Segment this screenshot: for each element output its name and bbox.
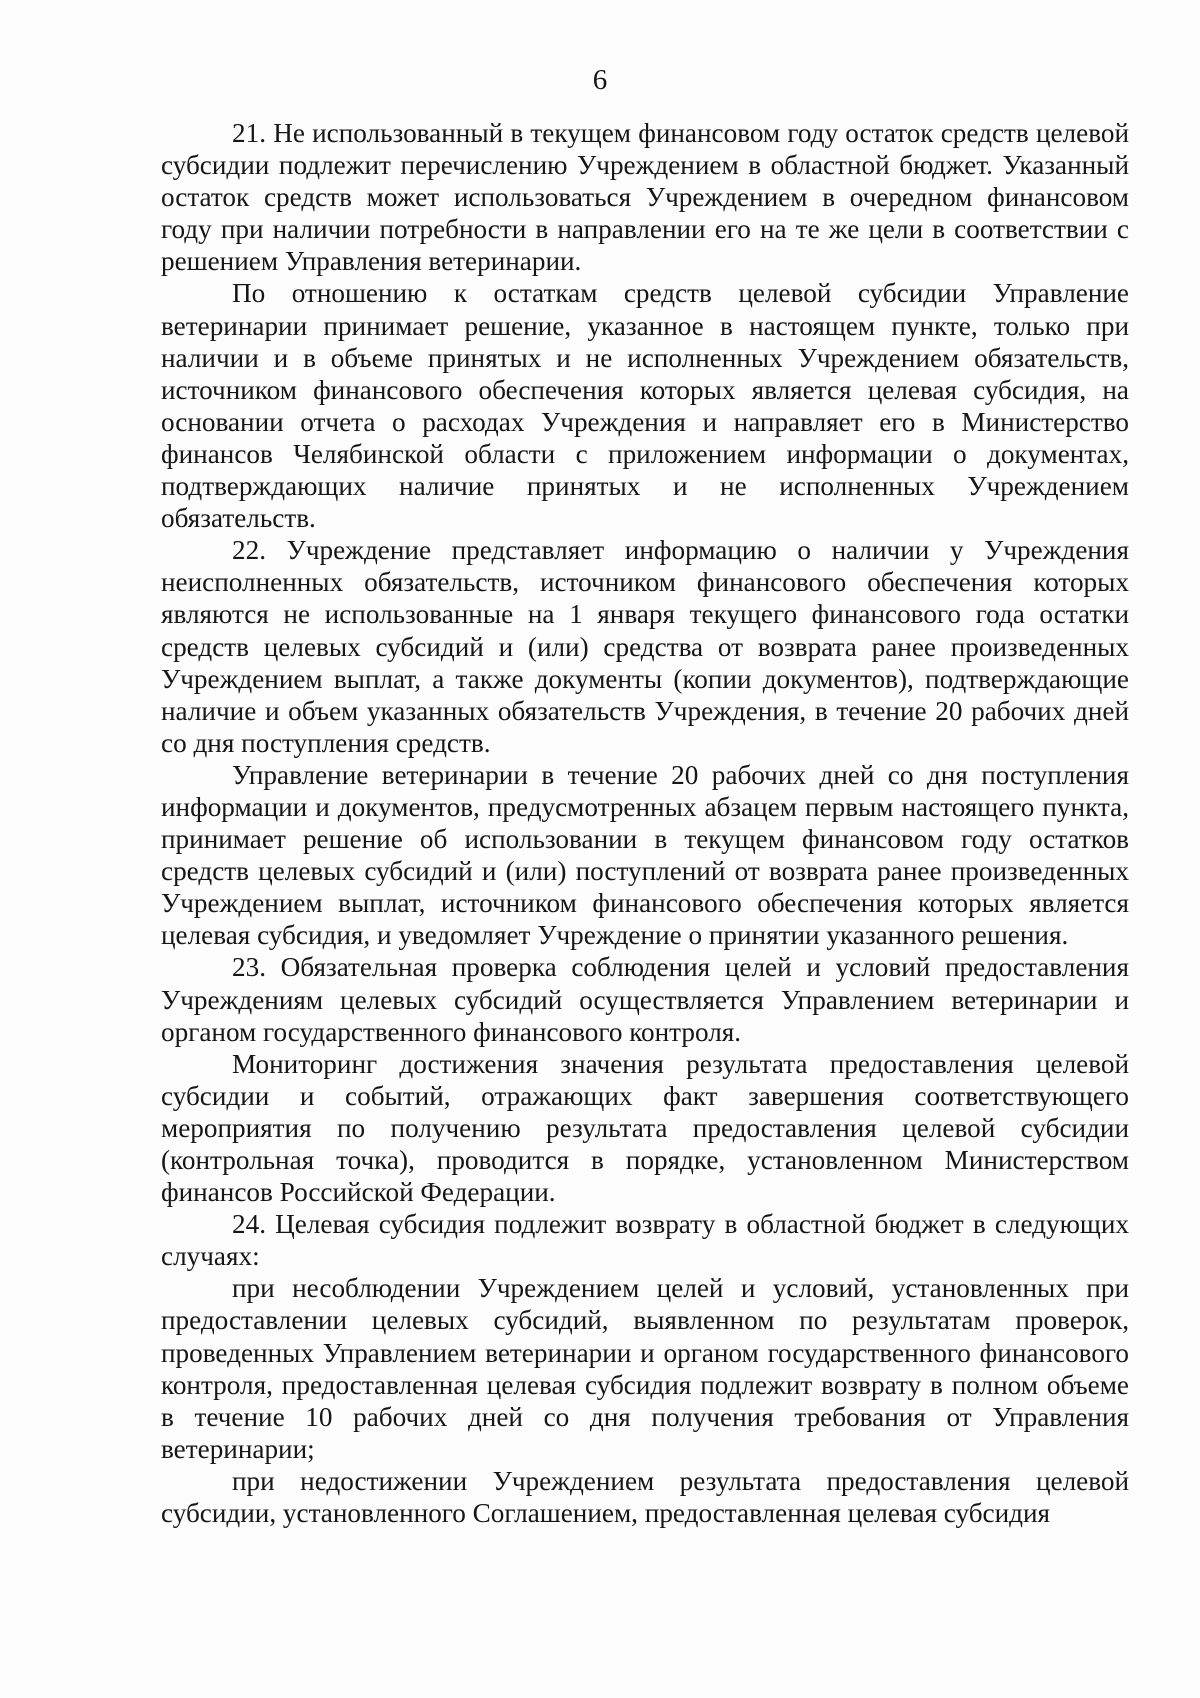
paragraph-22-decision: Управление ветеринарии в течение 20 рабочих дней со дня поступления информации и документов, предусмотренных абзацем первым настоящего пункта, принимает решение об использовании в текущем финансовом году остатков средств целевых субсидий и (или) поступлений от возврата ранее произведенных Учреждением выплат, источником финансового обеспечения которых является целевая субсидия, и уведомляет Учреждение о принятии указанного решения.	[161, 759, 1129, 951]
paragraph-24-case-nonachievement: при недостижении Учреждением результата предоставления целевой субсидии, установленного Соглашением, предоставленная целевая субсидия	[161, 1465, 1129, 1529]
page-number: 6	[592, 64, 608, 96]
paragraph-21: 21. Не использованный в текущем финансовом году остаток средств целевой субсидии подлежит перечислению Учреждением в областной бюджет. Указанный остаток средств может использоваться Учреждением в очередном финансовом году при наличии потребности в направлении его на те же цели в соответствии с решением Управления ветеринарии.	[161, 118, 1129, 277]
document-body	[161, 117, 1129, 1529]
paragraph-23: 23. Обязательная проверка соблюдения целей и условий предоставления Учреждениям целевых субсидий осуществляется Управлением ветеринарии и органом государственного финансового контроля.	[161, 952, 1129, 1047]
paragraph-24-case-noncompliance: при несоблюдении Учреждением целей и условий, установленных при предоставлении целевых субсидий, выявленном по результатам проверок, проведенных Управлением ветеринарии и органом государственного финансового контроля, предоставленная целевая субсидия подлежит возврату в полном объеме в течение 10 рабочих дней со дня получения требования от Управления ветеринарии;	[161, 1273, 1129, 1464]
paragraph-24: 24. Целевая субсидия подлежит возврату в областной бюджет в следующих случаях:	[161, 1209, 1129, 1272]
paragraph-21-remainders: По отношению к остаткам средств целевой субсидии Управление ветеринарии принимает решение, указанное в настоящем пункте, только при наличии и в объеме принятых и не исполненных Учреждением обязательств, источником финансового обеспечения которых является целевая субсидия, на основании отчета о расходах Учреждения и направляет его в Министерство финансов Челябинской области с приложением информации о документах, подтверждающих наличие принятых и не исполненных Учреждением обязательств.	[161, 278, 1129, 534]
paragraph-23-monitoring: Мониторинг достижения значения результата предоставления целевой субсидии и событий, отражающих факт завершения соответствующего мероприятия по получению результата предоставления целевой субсидии (контрольная точка), проводится в порядке, установленном Министерством финансов Российской Федерации.	[161, 1048, 1129, 1208]
paragraph-22: 22. Учреждение представляет информацию о наличии у Учреждения неисполненных обязательств, источником финансового обеспечения которых являются не использованные на 1 января текущего финансового года остатки средств целевых субсидий и (или) средства от возврата ранее произведенных Учреждением выплат, а также документы (копии документов), подтверждающие наличие и объем указанных обязательств Учреждения, в течение 20 рабочих дней со дня поступления средств.	[161, 535, 1129, 758]
